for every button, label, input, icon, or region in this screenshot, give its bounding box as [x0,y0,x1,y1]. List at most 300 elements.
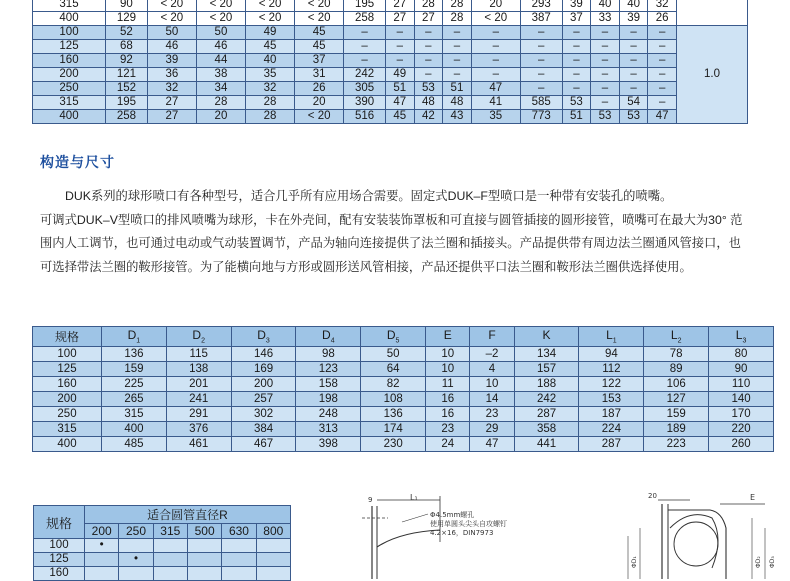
pipe-mark [222,567,256,581]
perf-row [33,82,748,96]
dim-header-base: D [127,328,137,343]
perf-cell: 27 [386,0,415,12]
dim-cell: 220 [709,422,774,437]
dim-cell: 108 [361,392,426,407]
label-20: 20 [648,492,657,500]
dim-header-spec: 规格 [33,327,102,347]
dim-header-sub: 2 [201,337,205,345]
perf-cell: – [414,26,443,40]
dim-cell: 16 [426,407,470,422]
perf-row-label: 315 [33,0,106,12]
perf-cell: 53 [619,110,648,124]
dim-cell: 241 [166,392,231,407]
perf-cell: < 20 [295,0,344,12]
perf-cell: < 20 [147,12,196,26]
perf-cell: – [562,82,591,96]
dim-cell: 89 [644,362,709,377]
dim-header-base: F [488,328,496,343]
pipe-mark: • [85,539,119,553]
perf-cell: 773 [520,110,562,124]
perf-cell: < 20 [295,12,344,26]
perf-cell: < 20 [471,12,520,26]
pipe-diameter-header: 630 [222,524,256,539]
perf-cell: – [562,68,591,82]
perf-cell: – [471,68,520,82]
dim-cell: 106 [644,377,709,392]
dim-cell: 157 [514,362,579,377]
dim-cell: 169 [231,362,296,377]
perf-cell: 48 [443,96,472,110]
dim-header-sub: 3 [265,337,270,345]
perf-cell: 53 [414,82,443,96]
perf-cell: – [344,26,386,40]
dim-header-col [709,327,774,347]
perf-coef-blank [677,0,748,26]
perf-cell: 20 [196,110,245,124]
perf-cell: 26 [648,12,677,26]
perf-cell: 51 [443,82,472,96]
dim-header-base: K [542,328,551,343]
perf-cell: 390 [344,96,386,110]
perf-row [33,96,748,110]
dim-header-base: D [322,328,331,343]
dim-cell: 257 [231,392,296,407]
dim-row-spec: 125 [33,362,102,377]
pipe-row-spec: 125 [34,553,85,567]
pipe-diameter-table [33,505,291,581]
pipe-group-header: 适合圆管直径R [85,506,291,524]
perf-cell: 47 [648,110,677,124]
dim-cell: 127 [644,392,709,407]
label-l1: L₁ [410,493,418,502]
pipe-mark [256,553,290,567]
dim-cell: 158 [296,377,361,392]
pipe-mark: • [119,553,153,567]
perf-cell: 516 [344,110,386,124]
technical-drawing-adjustable [600,488,790,579]
coefficient-cell: 1.0 [677,26,748,124]
perf-cell: 121 [106,68,148,82]
pipe-mark [256,539,290,553]
perf-cell: – [619,54,648,68]
perf-cell: 28 [196,96,245,110]
perf-cell: 27 [386,12,415,26]
perf-cell: 48 [414,96,443,110]
dim-header-base: D [192,328,202,343]
perf-cell: 35 [246,68,295,82]
pipe-row-spec: 160 [34,567,85,581]
perf-cell: 35 [471,110,520,124]
dim-cell: 376 [166,422,231,437]
perf-row-label: 200 [33,68,106,82]
dim-cell: 94 [579,347,644,362]
perf-cell: 27 [147,110,196,124]
dim-cell: 10 [426,362,470,377]
perf-cell: – [619,82,648,96]
perf-cell: 258 [344,12,386,26]
dim-cell: 400 [102,422,167,437]
perf-cell: – [648,82,677,96]
dim-header-col [231,327,296,347]
dim-header-col [361,327,426,347]
perf-cell: 40 [246,54,295,68]
section-description [40,185,750,279]
perf-cell: 49 [386,68,415,82]
dim-row [33,347,774,362]
perf-cell: – [443,54,472,68]
perf-cell: – [386,40,415,54]
dim-row-spec: 160 [33,377,102,392]
perf-cell: 41 [471,96,520,110]
perf-cell: 50 [147,26,196,40]
dim-header-base: D [257,328,266,343]
perf-cell: 39 [619,12,648,26]
dim-cell: 115 [166,347,231,362]
perf-cell: – [520,54,562,68]
dim-cell: 122 [579,377,644,392]
dim-cell: 242 [514,392,579,407]
perf-cell: 37 [562,12,591,26]
dim-cell: 29 [470,422,514,437]
perf-cell: < 20 [196,0,245,12]
perf-cell: – [619,68,648,82]
perf-cell: 27 [414,12,443,26]
note-screw-type: 使用单圆头尖头自攻螺钉 [430,520,507,528]
perf-cell: 38 [196,68,245,82]
perf-row-label: 160 [33,54,106,68]
perf-cell: 585 [520,96,562,110]
dim-cell: 358 [514,422,579,437]
dim-cell: 98 [296,347,361,362]
perf-cell: 28 [443,12,472,26]
dim-header-sub: 5 [395,337,400,345]
dim-cell: 291 [166,407,231,422]
dim-row [33,437,774,452]
perf-cell: 31 [295,68,344,82]
dim-cell: 441 [514,437,579,452]
perf-cell: – [414,40,443,54]
perf-cell: – [591,68,620,82]
perf-cell: 26 [295,82,344,96]
perf-row-label: 315 [33,96,106,110]
perf-cell: 49 [246,26,295,40]
dim-cell: 90 [709,362,774,377]
pipe-row-spec: 100 [34,539,85,553]
dim-cell: 50 [361,347,426,362]
dim-cell: 14 [470,392,514,407]
dim-header-col [579,327,644,347]
perf-cell: 28 [246,96,295,110]
pipe-mark [119,539,153,553]
dim-row-spec: 400 [33,437,102,452]
perf-row [33,12,748,26]
dim-cell: 78 [644,347,709,362]
dim-row [33,377,774,392]
perf-cell: 47 [471,82,520,96]
dim-cell: 461 [166,437,231,452]
perf-cell: – [648,96,677,110]
dim-cell: 224 [579,422,644,437]
perf-cell: 129 [106,12,148,26]
dim-header-col [470,327,514,347]
perf-cell: 45 [295,26,344,40]
dim-cell: –2 [470,347,514,362]
dim-row-spec: 200 [33,392,102,407]
perf-cell: < 20 [147,0,196,12]
pipe-diameter-header: 800 [256,524,290,539]
perf-cell: 44 [196,54,245,68]
perf-row [33,26,748,40]
perf-cell: – [591,54,620,68]
perf-cell: – [386,54,415,68]
perf-cell: 52 [106,26,148,40]
perf-cell: – [520,82,562,96]
perf-cell: 47 [386,96,415,110]
dim-row [33,392,774,407]
perf-cell: 20 [471,0,520,12]
dim-cell: 123 [296,362,361,377]
dim-header-sub: 4 [330,337,335,345]
perf-cell: – [471,54,520,68]
perf-cell: 37 [295,54,344,68]
perf-cell: – [520,26,562,40]
perf-row [33,110,748,124]
perf-cell: 387 [520,12,562,26]
perf-cell: 195 [344,0,386,12]
dim-header-base: L [606,328,613,343]
dim-row-spec: 250 [33,407,102,422]
perf-cell: – [443,26,472,40]
dim-cell: 225 [102,377,167,392]
dim-header-col [166,327,231,347]
pipe-diameter-header: 500 [187,524,221,539]
performance-table [32,0,748,124]
perf-cell: – [562,40,591,54]
perf-cell: 33 [591,12,620,26]
perf-cell: – [562,54,591,68]
label-d2: ΦD₂ [755,556,762,568]
dim-header-col [102,327,167,347]
dim-cell: 315 [102,407,167,422]
perf-cell: – [648,68,677,82]
perf-cell: 32 [147,82,196,96]
dim-cell: 248 [296,407,361,422]
pipe-mark [222,553,256,567]
dim-cell: 223 [644,437,709,452]
dim-header-sub: 3 [742,337,747,345]
dim-cell: 260 [709,437,774,452]
dim-row [33,362,774,377]
dim-cell: 198 [296,392,361,407]
dim-cell: 384 [231,422,296,437]
dim-header-sub: 1 [612,337,617,345]
perf-cell: 50 [196,26,245,40]
pipe-mark [187,567,221,581]
note-screw-spec: 4.2×16，DIN7973 [430,529,494,537]
dim-cell: 485 [102,437,167,452]
perf-cell: – [344,40,386,54]
note-screw-hole: Φ4.5mm螺孔 [430,511,475,519]
dim-cell: 170 [709,407,774,422]
dim-cell: 136 [102,347,167,362]
perf-cell: – [591,82,620,96]
perf-cell: < 20 [295,110,344,124]
pipe-diameter-header: 315 [153,524,187,539]
perf-row-label: 250 [33,82,106,96]
perf-cell: 92 [106,54,148,68]
pipe-diameter-header: 200 [85,524,119,539]
label-e: E [750,493,756,502]
perf-cell: – [443,40,472,54]
dim-row [33,407,774,422]
dim-cell: 47 [470,437,514,452]
pipe-mark [153,567,187,581]
perf-cell: 46 [147,40,196,54]
pipe-mark [85,553,119,567]
perf-cell: 20 [295,96,344,110]
perf-cell: 242 [344,68,386,82]
perf-cell: 28 [246,110,295,124]
dim-header-base: L [735,328,743,343]
perf-cell: 258 [106,110,148,124]
perf-cell: – [591,26,620,40]
perf-cell: 39 [147,54,196,68]
dim-cell: 302 [231,407,296,422]
perf-cell: 32 [246,82,295,96]
perf-row [33,0,748,12]
pipe-mark [256,567,290,581]
perf-cell: – [648,40,677,54]
perf-cell: – [619,40,648,54]
pipe-mark [153,539,187,553]
label-d3: ΦD₃ [769,556,776,568]
pipe-mark [222,539,256,553]
perf-cell: 195 [106,96,148,110]
dim-header-base: D [386,328,396,343]
pipe-mark [187,553,221,567]
perf-cell: – [619,26,648,40]
perf-cell: 51 [386,82,415,96]
pipe-mark [119,567,153,581]
dim-cell: 112 [579,362,644,377]
perf-cell: – [386,26,415,40]
perf-row-label: 125 [33,40,106,54]
perf-cell: – [562,26,591,40]
dim-header-sub: 1 [136,337,141,345]
dim-cell: 188 [514,377,579,392]
dim-cell: 11 [426,377,470,392]
perf-cell: 53 [591,110,620,124]
section-title: 构造与尺寸 [40,154,115,170]
dim-cell: 153 [579,392,644,407]
pipe-row [34,539,291,553]
perf-cell: – [520,40,562,54]
technical-drawing-fixed [340,492,560,579]
dim-row-spec: 315 [33,422,102,437]
perf-cell: 42 [414,110,443,124]
perf-cell: 27 [147,96,196,110]
perf-cell: – [471,40,520,54]
perf-cell: 43 [443,110,472,124]
pipe-spec-header: 规格 [34,506,85,539]
dim-cell: 23 [426,422,470,437]
perf-cell: 40 [619,0,648,12]
dim-cell: 4 [470,362,514,377]
dim-cell: 287 [579,437,644,452]
dim-cell: 10 [470,377,514,392]
perf-cell: 36 [147,68,196,82]
perf-row-label: 400 [33,12,106,26]
perf-cell: 45 [295,40,344,54]
perf-cell: < 20 [246,0,295,12]
perf-cell: 90 [106,0,148,12]
perf-cell: – [414,68,443,82]
dim-cell: 187 [579,407,644,422]
dim-cell: 10 [426,347,470,362]
dim-cell: 398 [296,437,361,452]
label-d1: ΦD₁ [631,556,638,568]
perf-cell: 293 [520,0,562,12]
perf-cell: – [443,68,472,82]
perf-cell: 68 [106,40,148,54]
dim-cell: 24 [426,437,470,452]
perf-row-label: 400 [33,110,106,124]
dim-cell: 189 [644,422,709,437]
pipe-row [34,553,291,567]
pipe-row [34,567,291,581]
pipe-mark [153,553,187,567]
perf-cell: 39 [562,0,591,12]
dim-cell: 174 [361,422,426,437]
dim-header-col [514,327,579,347]
dim-cell: 110 [709,377,774,392]
perf-row [33,40,748,54]
dim-cell: 82 [361,377,426,392]
perf-cell: 28 [414,0,443,12]
dim-cell: 159 [644,407,709,422]
dim-cell: 80 [709,347,774,362]
perf-cell: 152 [106,82,148,96]
dim-cell: 140 [709,392,774,407]
pipe-diameter-header: 250 [119,524,153,539]
perf-row-label: 100 [33,26,106,40]
pipe-mark [187,539,221,553]
dim-header-col [296,327,361,347]
perf-cell: 45 [246,40,295,54]
dim-cell: 200 [231,377,296,392]
dim-cell: 16 [426,392,470,407]
perf-cell: – [648,26,677,40]
paragraph-1: DUK系列的球形喷口有各种型号，适合几乎所有应用场合需要。固定式DUK–F型喷口是一种带有安装孔的喷嘴。 [65,189,673,203]
dim-cell: 159 [102,362,167,377]
perf-cell: 45 [386,110,415,124]
perf-cell: < 20 [246,12,295,26]
dim-cell: 23 [470,407,514,422]
perf-cell: 51 [562,110,591,124]
dim-header-col [426,327,470,347]
perf-cell: 28 [443,0,472,12]
perf-cell: 54 [619,96,648,110]
perf-cell: – [648,54,677,68]
dim-header-col [644,327,709,347]
perf-cell: – [520,68,562,82]
dim-cell: 201 [166,377,231,392]
dim-cell: 265 [102,392,167,407]
perf-cell: < 20 [196,12,245,26]
dim-cell: 138 [166,362,231,377]
dim-row-spec: 100 [33,347,102,362]
dim-cell: 146 [231,347,296,362]
